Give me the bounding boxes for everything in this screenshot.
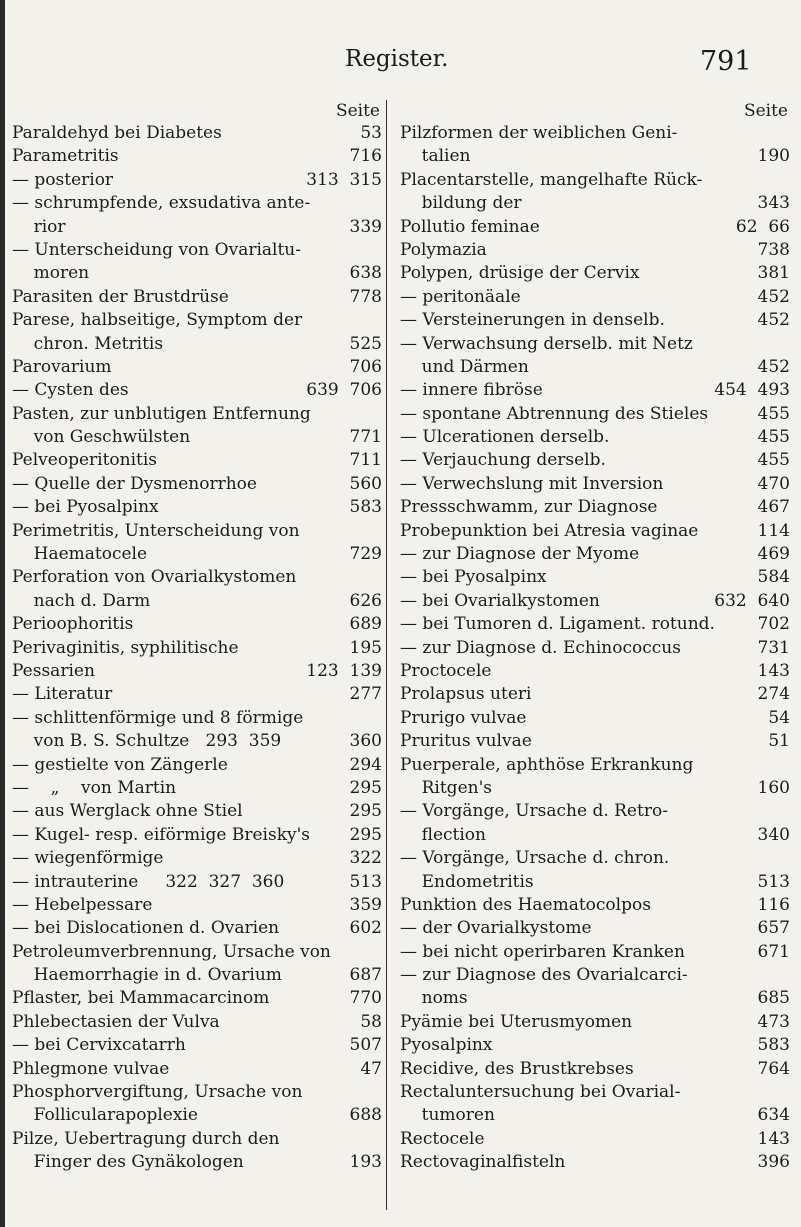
index-entry-text: — Kugel- resp. eiförmige Breisky's bbox=[12, 824, 311, 845]
index-entry-pages bbox=[376, 239, 382, 262]
index-entry-text: Ritgen's bbox=[400, 777, 492, 798]
index-entry bbox=[12, 309, 382, 332]
index-entry-pages: 689 bbox=[349, 614, 382, 635]
index-entry bbox=[400, 262, 790, 285]
index-entry-pages: 114 bbox=[757, 520, 790, 541]
index-entry bbox=[12, 1034, 382, 1057]
index-entry-pages: 455 bbox=[757, 450, 790, 471]
index-entry-text: Phlegmone vulvae bbox=[12, 1058, 170, 1079]
index-entry-pages: 116 bbox=[757, 894, 790, 915]
index-entry bbox=[400, 730, 790, 753]
index-entry bbox=[12, 426, 382, 449]
index-entry bbox=[12, 824, 382, 847]
index-entry-pages: 525 bbox=[349, 333, 382, 354]
index-entry-text: — zur Diagnose d. Echinococcus bbox=[400, 637, 681, 658]
index-entry bbox=[400, 286, 790, 309]
index-entry-pages: 731 bbox=[757, 637, 790, 658]
index-entry-text: — bei Ovarialkystomen bbox=[400, 590, 600, 611]
index-entry-text: Prurigo vulvae bbox=[400, 707, 527, 728]
index-entry-text: Perimetritis, Unterscheidung von bbox=[12, 520, 300, 541]
index-entry-pages: 53 bbox=[360, 123, 382, 143]
index-entry bbox=[12, 941, 382, 964]
index-entry-text: Parese, halbseitige, Symptom der bbox=[12, 310, 303, 331]
index-entry-text: — aus Werglack ohne Stiel bbox=[12, 801, 243, 822]
index-entry-text: — bei Dislocationen d. Ovarien bbox=[12, 918, 280, 939]
index-entry-text: Pyosalpinx bbox=[400, 1035, 493, 1056]
index-entry bbox=[400, 613, 790, 636]
index-entry-pages bbox=[376, 1081, 382, 1104]
index-entry-text: Petroleumverbrennung, Ursache von bbox=[12, 941, 331, 962]
index-entry-text: und Därmen bbox=[400, 356, 529, 377]
index-entry bbox=[400, 543, 790, 566]
index-entry-text: von Geschwülsten bbox=[12, 427, 191, 448]
index-entry-pages: 770 bbox=[349, 988, 382, 1009]
index-entry-text: — Versteinerungen in denselb. bbox=[400, 310, 665, 331]
index-entry bbox=[400, 1128, 790, 1151]
index-entry-text: Pyämie bei Uterusmyomen bbox=[400, 1011, 633, 1032]
index-entry-pages: 339 bbox=[349, 216, 382, 237]
index-entry-text: Endometritis bbox=[400, 871, 534, 892]
index-entry-pages: 294 bbox=[349, 754, 382, 775]
index-entry-text: Follicularapoplexie bbox=[12, 1105, 198, 1126]
index-entry-text: Rectaluntersuchung bei Ovarial- bbox=[400, 1082, 681, 1103]
index-entry-text: chron. Metritis bbox=[12, 333, 164, 354]
index-entry bbox=[12, 473, 382, 496]
index-entry bbox=[12, 1104, 382, 1127]
index-entry-pages bbox=[376, 520, 382, 543]
index-entry bbox=[12, 964, 382, 987]
index-entry-pages: 716 bbox=[349, 146, 382, 167]
right-column bbox=[400, 100, 790, 1175]
index-entry bbox=[12, 216, 382, 239]
index-entry-text: — schlittenförmige und 8 förmige bbox=[12, 707, 304, 728]
index-entry-pages: 51 bbox=[768, 731, 790, 752]
index-entry-pages: 764 bbox=[757, 1058, 790, 1079]
index-entry bbox=[400, 987, 790, 1010]
index-entry-pages: 671 bbox=[757, 941, 790, 962]
page-number: 791 bbox=[700, 46, 752, 77]
index-entry bbox=[12, 754, 382, 777]
index-entry-pages bbox=[376, 566, 382, 589]
index-entry-pages: 738 bbox=[757, 239, 790, 260]
index-entry-pages: 360 bbox=[349, 731, 382, 752]
index-entry-pages bbox=[784, 1081, 790, 1104]
index-entry-text: Pilzformen der weiblichen Geni- bbox=[400, 123, 678, 143]
index-entry-text: Placentarstelle, mangelhafte Rück- bbox=[400, 169, 703, 190]
index-entry-pages: 706 bbox=[349, 356, 382, 377]
index-entry-text: — wiegenförmige bbox=[12, 848, 164, 869]
index-entry-pages: 626 bbox=[349, 590, 382, 611]
index-entry-pages: 274 bbox=[757, 684, 790, 705]
index-entry-pages: 470 bbox=[757, 473, 790, 494]
index-entry-pages: 632 640 bbox=[714, 590, 790, 611]
index-entry-pages: 452 bbox=[757, 310, 790, 331]
index-entry-pages: 602 bbox=[349, 918, 382, 939]
index-entry bbox=[400, 660, 790, 683]
index-entry-text: Perivaginitis, syphilitische bbox=[12, 637, 239, 658]
page-edge-shadow bbox=[0, 0, 5, 1227]
index-entry bbox=[400, 777, 790, 800]
index-entry bbox=[400, 192, 790, 215]
index-entry bbox=[400, 1151, 790, 1174]
index-entry-text: — Vorgänge, Ursache d. Retro- bbox=[400, 801, 668, 822]
index-entry-text: — innere fibröse bbox=[400, 380, 543, 401]
index-entry bbox=[400, 754, 790, 777]
index-entry-pages: 455 bbox=[757, 403, 790, 424]
index-entry-pages: 322 bbox=[349, 848, 382, 869]
index-entry-text: — Verjauchung derselb. bbox=[400, 450, 606, 471]
index-entry bbox=[12, 543, 382, 566]
index-entry bbox=[400, 520, 790, 543]
index-entry bbox=[400, 145, 790, 168]
index-entry-text: — bei Pyosalpinx bbox=[400, 567, 547, 588]
index-entry-text: Pasten, zur unblutigen Entfernung bbox=[12, 403, 311, 424]
index-entry-pages bbox=[784, 754, 790, 777]
index-entry bbox=[400, 1058, 790, 1081]
index-entry-text: von B. S. Schultze 293 359 bbox=[12, 731, 282, 752]
index-entry-text: — bei Tumoren d. Ligament. rotund. bbox=[400, 614, 715, 635]
index-entry-pages: 396 bbox=[757, 1152, 790, 1173]
index-entry-pages: 143 bbox=[757, 660, 790, 681]
seite-label: Seite bbox=[335, 101, 380, 121]
index-entry-text: — zur Diagnose des Ovarialcarci- bbox=[400, 965, 688, 986]
index-entry-pages: 657 bbox=[757, 918, 790, 939]
index-entry-text: — Unterscheidung von Ovarialtu- bbox=[12, 239, 301, 260]
index-entry-text: moren bbox=[12, 263, 90, 284]
index-entry-text: — spontane Abtrennung des Stieles bbox=[400, 403, 709, 424]
index-entry-text: Puerperale, aphthöse Erkrankung bbox=[400, 754, 694, 775]
index-entry-text: — bei Cervixcatarrh bbox=[12, 1035, 186, 1056]
index-entry-pages: 778 bbox=[349, 286, 382, 307]
index-entry-text: Pessarien bbox=[12, 660, 95, 681]
index-entry-pages: 702 bbox=[757, 614, 790, 635]
index-entry-pages: 160 bbox=[757, 777, 790, 798]
index-entry bbox=[12, 871, 382, 894]
index-entry-text: — Literatur bbox=[12, 684, 113, 705]
index-entry-text: Pflaster, bei Mammacarcinom bbox=[12, 988, 270, 1009]
left-column bbox=[12, 100, 382, 1175]
index-entry bbox=[400, 216, 790, 239]
index-entry-pages: 123 139 bbox=[306, 660, 382, 681]
index-entry bbox=[12, 777, 382, 800]
index-entry bbox=[12, 1011, 382, 1034]
index-entry-pages bbox=[784, 333, 790, 356]
index-entry bbox=[12, 169, 382, 192]
index-entry-text: flection bbox=[400, 824, 486, 845]
index-entry bbox=[400, 824, 790, 847]
index-entry bbox=[12, 800, 382, 823]
index-entry-pages: 143 bbox=[757, 1128, 790, 1149]
index-entry-text: — Hebelpessare bbox=[12, 894, 153, 915]
index-entry bbox=[12, 192, 382, 215]
index-entry bbox=[400, 1081, 790, 1104]
index-entry-pages: 359 bbox=[349, 894, 382, 915]
index-entry-text: Finger des Gynäkologen bbox=[12, 1152, 244, 1173]
index-entry bbox=[400, 871, 790, 894]
index-entry-pages: 62 66 bbox=[735, 216, 790, 237]
index-entry bbox=[400, 122, 790, 145]
index-entry bbox=[12, 566, 382, 589]
index-entry-pages: 467 bbox=[757, 497, 790, 518]
index-entry bbox=[400, 169, 790, 192]
index-entry-text: — zur Diagnose der Myome bbox=[400, 544, 640, 565]
index-entry-text: — Vorgänge, Ursache d. chron. bbox=[400, 848, 670, 869]
index-entry-pages: 688 bbox=[349, 1105, 382, 1126]
index-entry-text: Parasiten der Brustdrüse bbox=[12, 286, 229, 307]
index-entry-pages: 729 bbox=[349, 544, 382, 565]
index-entry-text: Perforation von Ovarialkystomen bbox=[12, 567, 297, 588]
index-entry-text: Haemorrhagie in d. Ovarium bbox=[12, 965, 282, 986]
index-entry bbox=[12, 707, 382, 730]
index-entry-pages bbox=[376, 192, 382, 215]
index-entry bbox=[12, 239, 382, 262]
index-entry-pages bbox=[376, 941, 382, 964]
index-entry-pages: 195 bbox=[349, 637, 382, 658]
index-entry bbox=[12, 637, 382, 660]
index-entry-pages: 513 bbox=[349, 871, 382, 892]
index-entry bbox=[12, 613, 382, 636]
index-entry-text: — Ulcerationen derselb. bbox=[400, 427, 610, 448]
index-entry-pages: 454 493 bbox=[714, 380, 790, 401]
index-entry-text: Prolapsus uteri bbox=[400, 684, 532, 705]
index-entry-pages: 340 bbox=[757, 824, 790, 845]
index-entry bbox=[400, 590, 790, 613]
index-entry-text: Parametritis bbox=[12, 146, 119, 167]
index-entry bbox=[400, 449, 790, 472]
index-entry-text: Pilze, Uebertragung durch den bbox=[12, 1128, 280, 1149]
index-entry bbox=[12, 917, 382, 940]
index-entry-pages bbox=[784, 169, 790, 192]
index-entry-text: Pelveoperitonitis bbox=[12, 450, 158, 471]
index-entry-text: Polymazia bbox=[400, 239, 487, 260]
index-entry bbox=[12, 145, 382, 168]
index-entry-text: — peritonäale bbox=[400, 286, 521, 307]
index-entry-text: tumoren bbox=[400, 1105, 495, 1126]
index-entry-pages: 190 bbox=[757, 146, 790, 167]
index-entry-pages: 507 bbox=[349, 1035, 382, 1056]
index-entry bbox=[12, 730, 382, 753]
index-entry-pages: 687 bbox=[349, 965, 382, 986]
index-entry bbox=[400, 473, 790, 496]
index-entry-text: — bei nicht operirbaren Kranken bbox=[400, 941, 685, 962]
index-entry-pages: 638 bbox=[349, 263, 382, 284]
index-entry bbox=[12, 1151, 382, 1174]
index-entry bbox=[400, 333, 790, 356]
index-entry bbox=[400, 426, 790, 449]
index-entry bbox=[400, 707, 790, 730]
index-entry bbox=[400, 637, 790, 660]
index-entry-text: Recidive, des Brustkrebses bbox=[400, 1058, 634, 1079]
index-entry bbox=[12, 987, 382, 1010]
index-entry-text: Probepunktion bei Atresia vaginae bbox=[400, 520, 699, 541]
index-entry-text: — Quelle der Dysmenorrhoe bbox=[12, 473, 257, 494]
index-entry-text: — Cysten des bbox=[12, 380, 129, 401]
index-list bbox=[12, 122, 382, 1175]
index-entry bbox=[12, 403, 382, 426]
index-entry-pages: 343 bbox=[757, 193, 790, 214]
index-entry bbox=[400, 566, 790, 589]
index-entry bbox=[400, 941, 790, 964]
index-entry bbox=[400, 309, 790, 332]
index-entry-pages bbox=[376, 309, 382, 332]
index-entry bbox=[400, 239, 790, 262]
index-entry-pages bbox=[376, 707, 382, 730]
index-list bbox=[400, 122, 790, 1175]
index-entry-pages: 473 bbox=[757, 1011, 790, 1032]
index-entry-text: Pressschwamm, zur Diagnose bbox=[400, 497, 658, 518]
index-entry-text: Pollutio feminae bbox=[400, 216, 540, 237]
index-entry bbox=[400, 1011, 790, 1034]
index-entry-text: Parovarium bbox=[12, 356, 112, 377]
index-entry-text: Rectovaginalfisteln bbox=[400, 1152, 566, 1173]
index-entry-pages: 295 bbox=[349, 824, 382, 845]
index-entry bbox=[400, 1034, 790, 1057]
index-entry bbox=[12, 1081, 382, 1104]
index-entry-text: Punktion des Haematocolpos bbox=[400, 894, 651, 915]
index-entry-text: — Verwachsung derselb. mit Netz bbox=[400, 333, 693, 354]
seite-label: Seite bbox=[743, 101, 788, 121]
index-entry bbox=[400, 917, 790, 940]
index-entry bbox=[12, 449, 382, 472]
index-entry bbox=[12, 356, 382, 379]
index-entry bbox=[12, 894, 382, 917]
index-entry bbox=[400, 403, 790, 426]
index-entry bbox=[12, 122, 382, 145]
index-entry bbox=[12, 262, 382, 285]
index-entry bbox=[12, 520, 382, 543]
index-entry-text: Polypen, drüsige der Cervix bbox=[400, 263, 640, 284]
index-entry-text: — der Ovarialkystome bbox=[400, 918, 592, 939]
index-entry bbox=[12, 847, 382, 870]
index-entry-pages: 295 bbox=[349, 801, 382, 822]
index-entry-pages: 54 bbox=[768, 707, 790, 728]
index-entry-text: noms bbox=[400, 988, 468, 1009]
index-entry-pages: 469 bbox=[757, 544, 790, 565]
index-entry-text: — schrumpfende, exsudativa ante- bbox=[12, 193, 311, 214]
index-entry bbox=[400, 496, 790, 519]
index-entry-text: — gestielte von Zängerle bbox=[12, 754, 228, 775]
index-entry-pages: 295 bbox=[349, 777, 382, 798]
index-entry-text: Proctocele bbox=[400, 660, 492, 681]
index-entry-pages: 452 bbox=[757, 286, 790, 307]
index-entry-text: Phosphorvergiftung, Ursache von bbox=[12, 1082, 303, 1103]
index-entry-text: Phlebectasien der Vulva bbox=[12, 1011, 220, 1032]
index-entry-text: bildung der bbox=[400, 193, 522, 214]
index-entry-text: Pruritus vulvae bbox=[400, 731, 532, 752]
index-entry-pages bbox=[784, 122, 790, 145]
index-entry-text: Haematocele bbox=[12, 544, 148, 565]
index-entry bbox=[400, 356, 790, 379]
index-entry bbox=[12, 590, 382, 613]
index-entry-text: Paraldehyd bei Diabetes bbox=[12, 123, 222, 143]
index-entry-text: — posterior bbox=[12, 169, 114, 190]
index-entry bbox=[400, 379, 790, 402]
index-entry-pages: 58 bbox=[360, 1011, 382, 1032]
index-entry-pages: 711 bbox=[349, 450, 382, 471]
index-entry bbox=[400, 964, 790, 987]
index-entry-pages: 455 bbox=[757, 427, 790, 448]
index-entry bbox=[400, 800, 790, 823]
index-entry bbox=[400, 1104, 790, 1127]
index-entry bbox=[12, 1128, 382, 1151]
index-entry-pages bbox=[784, 847, 790, 870]
index-entry-pages: 513 bbox=[757, 871, 790, 892]
index-entry bbox=[12, 333, 382, 356]
index-entry bbox=[12, 379, 382, 402]
index-entry bbox=[400, 894, 790, 917]
index-entry-text: rior bbox=[12, 216, 66, 237]
index-entry bbox=[12, 286, 382, 309]
index-entry-pages: 771 bbox=[349, 427, 382, 448]
index-entry-pages: 639 706 bbox=[306, 380, 382, 401]
index-entry-pages bbox=[376, 1128, 382, 1151]
index-entry-pages: 193 bbox=[349, 1152, 382, 1173]
index-entry-text: — bei Pyosalpinx bbox=[12, 497, 159, 518]
index-entry bbox=[12, 660, 382, 683]
index-entry-pages: 277 bbox=[349, 684, 382, 705]
index-entry-pages bbox=[784, 964, 790, 987]
index-entry-text: nach d. Darm bbox=[12, 590, 151, 611]
index-entry-pages: 381 bbox=[757, 263, 790, 284]
index-entry-text: talien bbox=[400, 146, 471, 167]
index-entry-text: Perioophoritis bbox=[12, 614, 134, 635]
index-entry bbox=[12, 496, 382, 519]
index-entry-pages: 634 bbox=[757, 1105, 790, 1126]
index-entry-text: Rectocele bbox=[400, 1128, 485, 1149]
index-entry bbox=[12, 683, 382, 706]
index-entry-pages bbox=[784, 800, 790, 823]
index-entry-pages: 685 bbox=[757, 988, 790, 1009]
index-entry-pages: 47 bbox=[360, 1058, 382, 1079]
index-entry-pages: 452 bbox=[757, 356, 790, 377]
index-entry-text: — intrauterine 322 327 360 bbox=[12, 871, 285, 892]
index-entry bbox=[400, 847, 790, 870]
index-entry-pages bbox=[376, 403, 382, 426]
index-entry-pages: 584 bbox=[757, 567, 790, 588]
page-title: Register. bbox=[345, 46, 449, 72]
index-entry-pages: 560 bbox=[349, 473, 382, 494]
index-entry bbox=[12, 1058, 382, 1081]
index-entry-text: — Verwechslung mit Inversion bbox=[400, 473, 664, 494]
index-entry-pages: 583 bbox=[757, 1035, 790, 1056]
index-entry-pages: 313 315 bbox=[306, 169, 382, 190]
index-entry-text: — „ von Martin bbox=[12, 777, 177, 798]
index-entry bbox=[400, 683, 790, 706]
index-entry-pages: 583 bbox=[349, 497, 382, 518]
